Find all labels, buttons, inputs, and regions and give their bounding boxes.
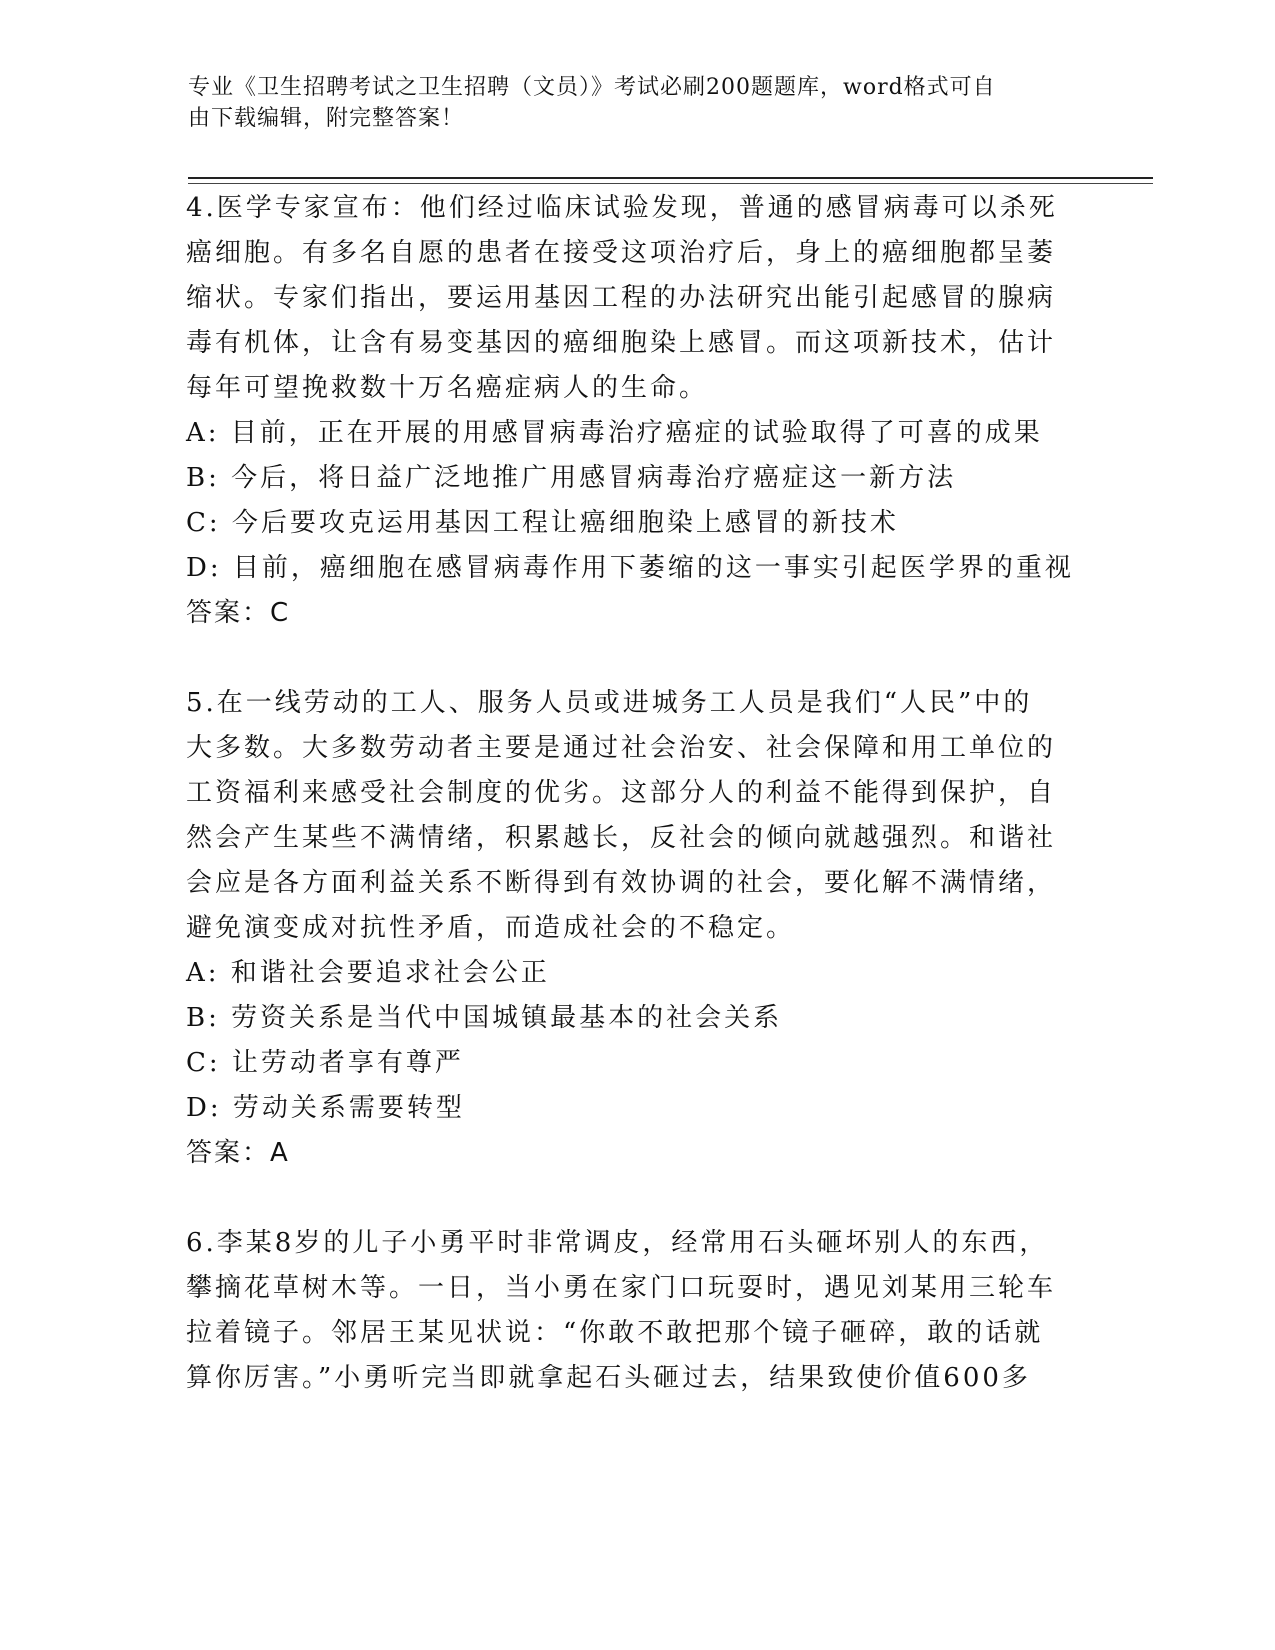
question-stem-line: 每年可望挽救数十万名癌症病人的生命。: [186, 373, 709, 403]
question-stem-line: 4.医学专家宣布：他们经过临床试验发现，普通的感冒病毒可以杀死: [186, 193, 1058, 223]
header-line-1: 专业《卫生招聘考试之卫生招聘（文员）》考试必刷200题题库，word格式可自: [188, 75, 996, 100]
option-d: D: 目前，癌细胞在感冒病毒作用下萎缩的这一事实引起医学界的重视: [186, 553, 1074, 583]
question-stem-line: 然会产生某些不满情绪，积累越长，反社会的倾向就越强烈。和谐社: [186, 823, 1057, 853]
answer-label: 答案：C: [186, 598, 291, 628]
option-b: B: 劳资关系是当代中国城镇最基本的社会关系: [186, 1003, 783, 1033]
question-spacer: [186, 636, 1086, 681]
question-stem-line: 避免演变成对抗性矛盾，而造成社会的不稳定。: [186, 913, 796, 943]
question-stem-line: 大多数。大多数劳动者主要是通过社会治安、社会保障和用工单位的: [186, 733, 1057, 763]
header-divider-thick: [188, 177, 1153, 179]
answer-label: 答案：A: [186, 1138, 290, 1168]
option-c: C: 今后要攻克运用基因工程让癌细胞染上感冒的新技术: [186, 508, 899, 538]
question-stem-line: 工资福利来感受社会制度的优劣。这部分人的利益不能得到保护，自: [186, 778, 1057, 808]
header-line-2: 由下载编辑，附完整答案！: [188, 106, 465, 131]
option-d: D: 劳动关系需要转型: [186, 1093, 465, 1123]
question-4: [186, 186, 1086, 636]
header-divider-thin: [188, 183, 1153, 184]
question-stem-line: 拉着镜子。邻居王某见状说：“你敢不敢把那个镜子砸碎，敢的话就: [186, 1318, 1044, 1348]
question-stem-line: 算你厉害。”小勇听完当即就拿起石头砸过去，结果致使价值600多: [186, 1363, 1031, 1393]
question-6: [186, 1221, 1086, 1401]
document-header: [188, 72, 1068, 134]
question-spacer: [186, 1176, 1086, 1221]
question-stem-line: 攀摘花草树木等。一日，当小勇在家门口玩耍时，遇见刘某用三轮车: [186, 1273, 1057, 1303]
question-list: [186, 186, 1086, 1401]
option-c: C: 让劳动者享有尊严: [186, 1048, 464, 1078]
option-a: A: 和谐社会要追求社会公正: [186, 958, 550, 988]
question-stem-line: 缩状。专家们指出，要运用基因工程的办法研究出能引起感冒的腺病: [186, 283, 1057, 313]
option-b: B: 今后，将日益广泛地推广用感冒病毒治疗癌症这一新方法: [186, 463, 957, 493]
option-a: A: 目前，正在开展的用感冒病毒治疗癌症的试验取得了可喜的成果: [186, 418, 1043, 448]
question-stem-line: 毒有机体，让含有易变基因的癌细胞染上感冒。而这项新技术，估计: [186, 328, 1057, 358]
question-stem-line: 会应是各方面利益关系不断得到有效协调的社会，要化解不满情绪，: [186, 868, 1057, 898]
question-stem-line: 6.李某8岁的儿子小勇平时非常调皮，经常用石头砸坏别人的东西，: [186, 1228, 1049, 1258]
question-stem-line: 癌细胞。有多名自愿的患者在接受这项治疗后，身上的癌细胞都呈萎: [186, 238, 1057, 268]
question-stem-line: 5.在一线劳动的工人、服务人员或进城务工人员是我们“人民”中的: [186, 688, 1033, 718]
question-5: [186, 681, 1086, 1176]
